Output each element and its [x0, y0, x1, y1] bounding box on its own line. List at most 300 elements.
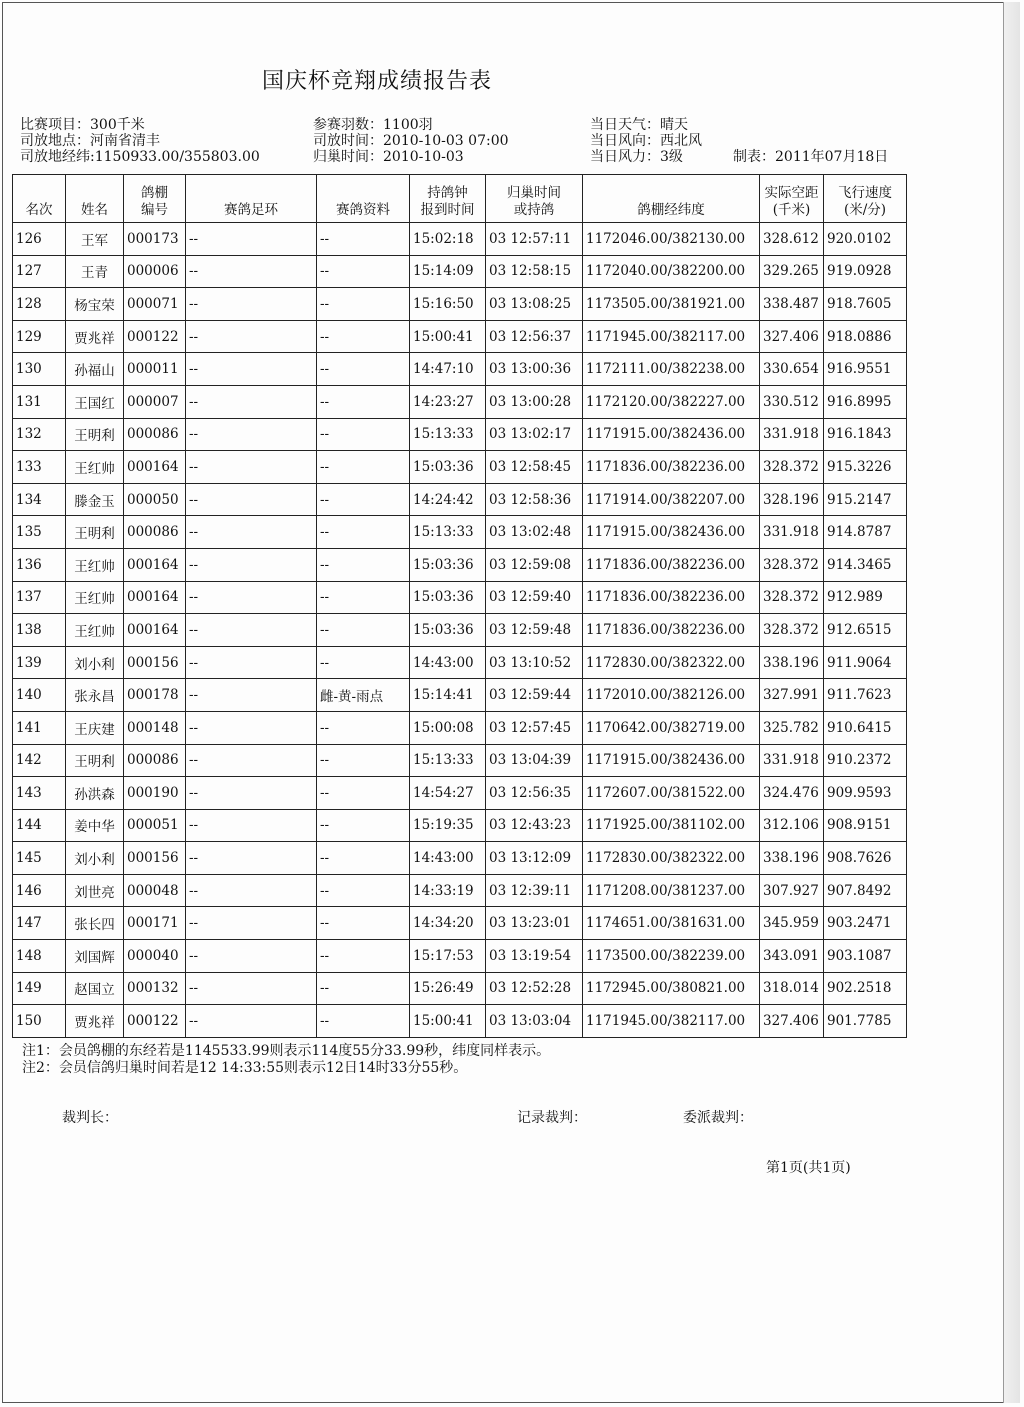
cell-name: 王明利 — [66, 418, 124, 451]
info-release-time: 司放时间：2010-10-03 07:00 — [313, 133, 509, 149]
cell-name: 贾兆祥 — [66, 320, 124, 353]
cell-name: 张永昌 — [66, 679, 124, 712]
cell-clock-time: 15:16:50 — [410, 288, 486, 321]
cell-ring: -- — [186, 907, 317, 940]
cell-name: 王明利 — [66, 744, 124, 777]
chief-referee-label: 裁判长： — [62, 1110, 118, 1126]
info-event: 比赛项目：300千米 — [20, 117, 145, 133]
column-header-line1: 归巢时间 — [507, 185, 561, 201]
cell-loft-coords: 1171836.00/382236.00 — [583, 548, 760, 581]
info-release-place: 司放地点：河南省清丰 — [20, 133, 160, 149]
cell-clock-time: 14:47:10 — [410, 353, 486, 386]
cell-distance: 327.406 — [760, 1005, 824, 1038]
cell-loft-coords: 1171945.00/382117.00 — [583, 320, 760, 353]
cell-rank: 147 — [13, 907, 66, 940]
table-row — [13, 418, 907, 451]
footnotes — [22, 1043, 550, 1077]
cell-return-time: 03 12:52:28 — [486, 972, 583, 1005]
cell-clock-time: 15:13:33 — [410, 744, 486, 777]
cell-clock-time: 14:54:27 — [410, 777, 486, 810]
cell-clock-time: 15:14:41 — [410, 679, 486, 712]
cell-rank: 140 — [13, 679, 66, 712]
cell-loft-coords: 1171836.00/382236.00 — [583, 614, 760, 647]
cell-loft-coords: 1172046.00/382130.00 — [583, 223, 760, 256]
info-wind-direction: 当日风向：西北风 — [590, 133, 702, 149]
cell-clock-time: 14:23:27 — [410, 385, 486, 418]
column-header-line2: 编号 — [141, 202, 168, 218]
page-number: 第1页(共1页) — [766, 1160, 851, 1176]
table-row — [13, 223, 907, 256]
footnote-2: 注2：会员信鸽归巢时间若是12 14:33:55则表示12日14时33分55秒。 — [22, 1060, 468, 1076]
cell-distance: 327.406 — [760, 320, 824, 353]
cell-distance: 312.106 — [760, 809, 824, 842]
cell-speed: 907.8492 — [824, 874, 907, 907]
info-made-date: 制表：2011年07月18日 — [733, 149, 889, 165]
cell-name: 王青 — [66, 255, 124, 288]
cell-speed: 901.7785 — [824, 1005, 907, 1038]
cell-ring: -- — [186, 744, 317, 777]
cell-loft-coords: 1171836.00/382236.00 — [583, 451, 760, 484]
cell-loft-coords: 1172010.00/382126.00 — [583, 679, 760, 712]
table-body — [13, 223, 907, 1038]
cell-loft-id: 000132 — [124, 972, 186, 1005]
cell-loft-coords: 1172111.00/382238.00 — [583, 353, 760, 386]
cell-distance: 325.782 — [760, 711, 824, 744]
cell-loft-id: 000051 — [124, 809, 186, 842]
cell-bird-info: -- — [317, 548, 410, 581]
cell-bird-info: -- — [317, 972, 410, 1005]
cell-loft-id: 000071 — [124, 288, 186, 321]
cell-speed: 916.9551 — [824, 353, 907, 386]
cell-rank: 149 — [13, 972, 66, 1005]
cell-loft-id: 000164 — [124, 451, 186, 484]
cell-speed: 911.7623 — [824, 679, 907, 712]
cell-distance: 328.612 — [760, 223, 824, 256]
cell-distance: 331.918 — [760, 418, 824, 451]
cell-return-time: 03 13:03:04 — [486, 1005, 583, 1038]
cell-return-time: 03 13:12:09 — [486, 842, 583, 875]
cell-loft-id: 000122 — [124, 1005, 186, 1038]
cell-loft-id: 000007 — [124, 385, 186, 418]
cell-clock-time: 15:03:36 — [410, 451, 486, 484]
cell-return-time: 03 12:56:37 — [486, 320, 583, 353]
cell-loft-coords: 1172607.00/381522.00 — [583, 777, 760, 810]
cell-distance: 328.372 — [760, 581, 824, 614]
cell-name: 杨宝荣 — [66, 288, 124, 321]
cell-name: 刘小利 — [66, 842, 124, 875]
cell-rank: 135 — [13, 516, 66, 549]
cell-loft-id: 000086 — [124, 744, 186, 777]
cell-loft-id: 000156 — [124, 646, 186, 679]
table-row — [13, 1005, 907, 1038]
cell-distance: 328.372 — [760, 451, 824, 484]
column-header-ring — [186, 175, 317, 223]
cell-ring: -- — [186, 581, 317, 614]
cell-rank: 128 — [13, 288, 66, 321]
cell-distance: 330.654 — [760, 353, 824, 386]
cell-distance: 329.265 — [760, 255, 824, 288]
scan-edge — [1003, 2, 1020, 1403]
cell-rank: 139 — [13, 646, 66, 679]
cell-return-time: 03 12:59:44 — [486, 679, 583, 712]
cell-ring: -- — [186, 777, 317, 810]
table-row — [13, 255, 907, 288]
cell-distance: 328.372 — [760, 548, 824, 581]
cell-distance: 328.372 — [760, 614, 824, 647]
cell-ring: -- — [186, 1005, 317, 1038]
table-row — [13, 288, 907, 321]
cell-return-time: 03 12:59:08 — [486, 548, 583, 581]
cell-rank: 150 — [13, 1005, 66, 1038]
cell-return-time: 03 12:58:45 — [486, 451, 583, 484]
cell-clock-time: 15:19:35 — [410, 809, 486, 842]
recording-referee-label: 记录裁判： — [517, 1110, 587, 1126]
info-wind-force: 当日风力：3级 — [590, 149, 683, 165]
cell-loft-id: 000156 — [124, 842, 186, 875]
cell-loft-coords: 1172830.00/382322.00 — [583, 842, 760, 875]
cell-name: 王红帅 — [66, 614, 124, 647]
cell-loft-id: 000190 — [124, 777, 186, 810]
cell-bird-info: -- — [317, 940, 410, 973]
column-header-loft-coords — [583, 175, 760, 223]
cell-name: 孙洪森 — [66, 777, 124, 810]
cell-bird-info: -- — [317, 1005, 410, 1038]
table-row — [13, 679, 907, 712]
table-row — [13, 907, 907, 940]
cell-loft-id: 000086 — [124, 418, 186, 451]
cell-distance: 345.959 — [760, 907, 824, 940]
cell-bird-info: -- — [317, 483, 410, 516]
cell-return-time: 03 13:00:36 — [486, 353, 583, 386]
column-header-clock-time — [410, 175, 486, 223]
table-row — [13, 874, 907, 907]
cell-ring: -- — [186, 320, 317, 353]
cell-loft-id: 000086 — [124, 516, 186, 549]
cell-loft-coords: 1174651.00/381631.00 — [583, 907, 760, 940]
cell-bird-info: -- — [317, 777, 410, 810]
cell-bird-info: -- — [317, 516, 410, 549]
cell-return-time: 03 12:43:23 — [486, 809, 583, 842]
cell-ring: -- — [186, 646, 317, 679]
cell-distance: 331.918 — [760, 744, 824, 777]
cell-speed: 915.2147 — [824, 483, 907, 516]
cell-clock-time: 14:24:42 — [410, 483, 486, 516]
cell-name: 滕金玉 — [66, 483, 124, 516]
cell-loft-coords: 1171915.00/382436.00 — [583, 418, 760, 451]
cell-ring: -- — [186, 842, 317, 875]
cell-ring: -- — [186, 451, 317, 484]
cell-rank: 133 — [13, 451, 66, 484]
table-row — [13, 711, 907, 744]
cell-ring: -- — [186, 711, 317, 744]
cell-return-time: 03 12:58:36 — [486, 483, 583, 516]
column-header-line1: 飞行速度 — [838, 185, 892, 201]
cell-speed: 920.0102 — [824, 223, 907, 256]
cell-distance: 307.927 — [760, 874, 824, 907]
cell-bird-info: -- — [317, 842, 410, 875]
table-header-row — [13, 175, 907, 223]
cell-speed: 910.2372 — [824, 744, 907, 777]
column-header-speed — [824, 175, 907, 223]
cell-speed: 903.1087 — [824, 940, 907, 973]
cell-ring: -- — [186, 972, 317, 1005]
cell-loft-coords: 1172945.00/380821.00 — [583, 972, 760, 1005]
cell-speed: 909.9593 — [824, 777, 907, 810]
cell-speed: 902.2518 — [824, 972, 907, 1005]
info-return-time: 归巢时间：2010-10-03 — [313, 149, 464, 165]
cell-rank: 142 — [13, 744, 66, 777]
table-row — [13, 646, 907, 679]
cell-name: 王军 — [66, 223, 124, 256]
cell-return-time: 03 12:59:48 — [486, 614, 583, 647]
cell-ring: -- — [186, 548, 317, 581]
cell-distance: 318.014 — [760, 972, 824, 1005]
cell-clock-time: 14:43:00 — [410, 842, 486, 875]
cell-name: 张长四 — [66, 907, 124, 940]
column-header-rank — [13, 175, 66, 223]
cell-name: 王国红 — [66, 385, 124, 418]
cell-speed: 914.8787 — [824, 516, 907, 549]
cell-distance: 331.918 — [760, 516, 824, 549]
cell-loft-coords: 1171945.00/382117.00 — [583, 1005, 760, 1038]
cell-speed: 919.0928 — [824, 255, 907, 288]
cell-return-time: 03 12:56:35 — [486, 777, 583, 810]
cell-name: 贾兆祥 — [66, 1005, 124, 1038]
cell-loft-id: 000173 — [124, 223, 186, 256]
cell-clock-time: 15:00:41 — [410, 320, 486, 353]
info-birds: 参赛羽数：1100羽 — [313, 117, 433, 133]
cell-distance: 327.991 — [760, 679, 824, 712]
cell-loft-coords: 1172040.00/382200.00 — [583, 255, 760, 288]
cell-return-time: 03 13:23:01 — [486, 907, 583, 940]
cell-ring: -- — [186, 679, 317, 712]
cell-rank: 131 — [13, 385, 66, 418]
cell-rank: 134 — [13, 483, 66, 516]
cell-loft-id: 000164 — [124, 614, 186, 647]
cell-ring: -- — [186, 385, 317, 418]
cell-loft-id: 000048 — [124, 874, 186, 907]
cell-speed: 910.6415 — [824, 711, 907, 744]
cell-bird-info: -- — [317, 385, 410, 418]
cell-speed: 912.6515 — [824, 614, 907, 647]
cell-clock-time: 15:00:41 — [410, 1005, 486, 1038]
cell-loft-id: 000050 — [124, 483, 186, 516]
info-weather: 当日天气：晴天 — [590, 117, 688, 133]
cell-name: 王明利 — [66, 516, 124, 549]
table-row — [13, 744, 907, 777]
cell-ring: -- — [186, 809, 317, 842]
cell-rank: 143 — [13, 777, 66, 810]
cell-ring: -- — [186, 483, 317, 516]
column-header-line2: 姓名 — [81, 202, 108, 218]
cell-rank: 141 — [13, 711, 66, 744]
cell-bird-info: -- — [317, 353, 410, 386]
cell-bird-info: -- — [317, 646, 410, 679]
cell-bird-info: 雌-黄-雨点 — [317, 679, 410, 712]
cell-speed: 916.1843 — [824, 418, 907, 451]
cell-return-time: 03 12:39:11 — [486, 874, 583, 907]
cell-rank: 136 — [13, 548, 66, 581]
table-row — [13, 451, 907, 484]
cell-ring: -- — [186, 353, 317, 386]
cell-name: 孙福山 — [66, 353, 124, 386]
column-header-distance — [760, 175, 824, 223]
cell-rank: 137 — [13, 581, 66, 614]
cell-loft-coords: 1171915.00/382436.00 — [583, 744, 760, 777]
cell-distance: 343.091 — [760, 940, 824, 973]
cell-clock-time: 15:17:53 — [410, 940, 486, 973]
cell-loft-coords: 1171208.00/381237.00 — [583, 874, 760, 907]
report-title: 国庆杯竞翔成绩报告表 — [262, 69, 493, 94]
cell-loft-coords: 1171915.00/382436.00 — [583, 516, 760, 549]
cell-loft-id: 000148 — [124, 711, 186, 744]
cell-speed: 918.0886 — [824, 320, 907, 353]
cell-speed: 908.7626 — [824, 842, 907, 875]
table-row — [13, 483, 907, 516]
cell-bird-info: -- — [317, 581, 410, 614]
cell-ring: -- — [186, 614, 317, 647]
cell-return-time: 03 13:02:48 — [486, 516, 583, 549]
table-row — [13, 940, 907, 973]
cell-ring: -- — [186, 516, 317, 549]
column-header-line2: 赛鸽资料 — [336, 202, 390, 218]
cell-loft-id: 000178 — [124, 679, 186, 712]
cell-bird-info: -- — [317, 614, 410, 647]
cell-clock-time: 15:13:33 — [410, 418, 486, 451]
cell-loft-coords: 1172830.00/382322.00 — [583, 646, 760, 679]
cell-rank: 146 — [13, 874, 66, 907]
cell-bird-info: -- — [317, 418, 410, 451]
cell-name: 王红帅 — [66, 451, 124, 484]
cell-loft-coords: 1172120.00/382227.00 — [583, 385, 760, 418]
cell-speed: 915.3226 — [824, 451, 907, 484]
cell-bird-info: -- — [317, 255, 410, 288]
cell-loft-coords: 1170642.00/382719.00 — [583, 711, 760, 744]
cell-bird-info: -- — [317, 320, 410, 353]
cell-distance: 338.196 — [760, 842, 824, 875]
cell-name: 王红帅 — [66, 581, 124, 614]
cell-speed: 916.8995 — [824, 385, 907, 418]
cell-clock-time: 15:13:33 — [410, 516, 486, 549]
cell-loft-id: 000164 — [124, 548, 186, 581]
column-header-line1: 鸽棚 — [141, 185, 168, 201]
cell-ring: -- — [186, 940, 317, 973]
cell-clock-time: 15:00:08 — [410, 711, 486, 744]
cell-speed: 918.7605 — [824, 288, 907, 321]
table-row — [13, 842, 907, 875]
cell-ring: -- — [186, 418, 317, 451]
delegated-referee-label: 委派裁判： — [683, 1110, 753, 1126]
table-row — [13, 320, 907, 353]
cell-name: 王庆建 — [66, 711, 124, 744]
column-header-line1: 持鸽钟 — [427, 185, 468, 201]
cell-bird-info: -- — [317, 809, 410, 842]
cell-speed: 903.2471 — [824, 907, 907, 940]
table-row — [13, 548, 907, 581]
cell-bird-info: -- — [317, 223, 410, 256]
column-header-line1: 实际空距 — [764, 185, 819, 201]
cell-bird-info: -- — [317, 288, 410, 321]
cell-clock-time: 15:14:09 — [410, 255, 486, 288]
cell-rank: 130 — [13, 353, 66, 386]
cell-bird-info: -- — [317, 451, 410, 484]
column-header-line2: (千米) — [772, 202, 811, 218]
cell-ring: -- — [186, 288, 317, 321]
cell-rank: 138 — [13, 614, 66, 647]
cell-name: 刘国辉 — [66, 940, 124, 973]
cell-bird-info: -- — [317, 711, 410, 744]
table-row — [13, 777, 907, 810]
table-row — [13, 353, 907, 386]
cell-speed: 914.3465 — [824, 548, 907, 581]
cell-rank: 144 — [13, 809, 66, 842]
cell-speed: 912.989 — [824, 581, 907, 614]
cell-return-time: 03 12:58:15 — [486, 255, 583, 288]
cell-return-time: 03 13:08:25 — [486, 288, 583, 321]
cell-loft-coords: 1173500.00/382239.00 — [583, 940, 760, 973]
cell-return-time: 03 12:57:45 — [486, 711, 583, 744]
column-header-line2: (米/分) — [843, 202, 887, 218]
cell-bird-info: -- — [317, 874, 410, 907]
column-header-line2: 名次 — [25, 202, 53, 218]
table-row — [13, 972, 907, 1005]
cell-speed: 908.9151 — [824, 809, 907, 842]
cell-clock-time: 14:33:19 — [410, 874, 486, 907]
cell-return-time: 03 13:19:54 — [486, 940, 583, 973]
footnote-1: 注1：会员鸽棚的东经若是1145533.99则表示114度55分33.99秒，纬度同样表示。 — [22, 1043, 551, 1059]
column-header-line2: 报到时间 — [420, 202, 475, 218]
cell-ring: -- — [186, 223, 317, 256]
cell-clock-time: 15:03:36 — [410, 614, 486, 647]
cell-name: 姜中华 — [66, 809, 124, 842]
cell-rank: 126 — [13, 223, 66, 256]
column-header-line2: 或持鸽 — [513, 202, 555, 218]
cell-return-time: 03 12:59:40 — [486, 581, 583, 614]
cell-distance: 338.487 — [760, 288, 824, 321]
cell-distance: 338.196 — [760, 646, 824, 679]
cell-distance: 324.476 — [760, 777, 824, 810]
cell-name: 刘世亮 — [66, 874, 124, 907]
cell-rank: 132 — [13, 418, 66, 451]
table-row — [13, 809, 907, 842]
cell-distance: 328.196 — [760, 483, 824, 516]
cell-rank: 129 — [13, 320, 66, 353]
cell-return-time: 03 13:02:17 — [486, 418, 583, 451]
cell-clock-time: 15:02:18 — [410, 223, 486, 256]
cell-return-time: 03 13:10:52 — [486, 646, 583, 679]
column-header-line2: 赛鸽足环 — [224, 202, 278, 218]
table-row — [13, 614, 907, 647]
cell-distance: 330.512 — [760, 385, 824, 418]
cell-loft-id: 000040 — [124, 940, 186, 973]
cell-rank: 148 — [13, 940, 66, 973]
table-row — [13, 581, 907, 614]
cell-clock-time: 14:34:20 — [410, 907, 486, 940]
cell-loft-coords: 1173505.00/381921.00 — [583, 288, 760, 321]
column-header-line2: 鸽棚经纬度 — [637, 202, 705, 218]
table-row — [13, 385, 907, 418]
cell-bird-info: -- — [317, 744, 410, 777]
column-header-return-time — [486, 175, 583, 223]
cell-ring: -- — [186, 874, 317, 907]
cell-clock-time: 15:26:49 — [410, 972, 486, 1005]
cell-clock-time: 15:03:36 — [410, 548, 486, 581]
cell-loft-coords: 1171836.00/382236.00 — [583, 581, 760, 614]
cell-speed: 911.9064 — [824, 646, 907, 679]
cell-return-time: 03 13:00:28 — [486, 385, 583, 418]
cell-clock-time: 14:43:00 — [410, 646, 486, 679]
info-release-coords: 司放地经纬:1150933.00/355803.00 — [20, 149, 260, 165]
